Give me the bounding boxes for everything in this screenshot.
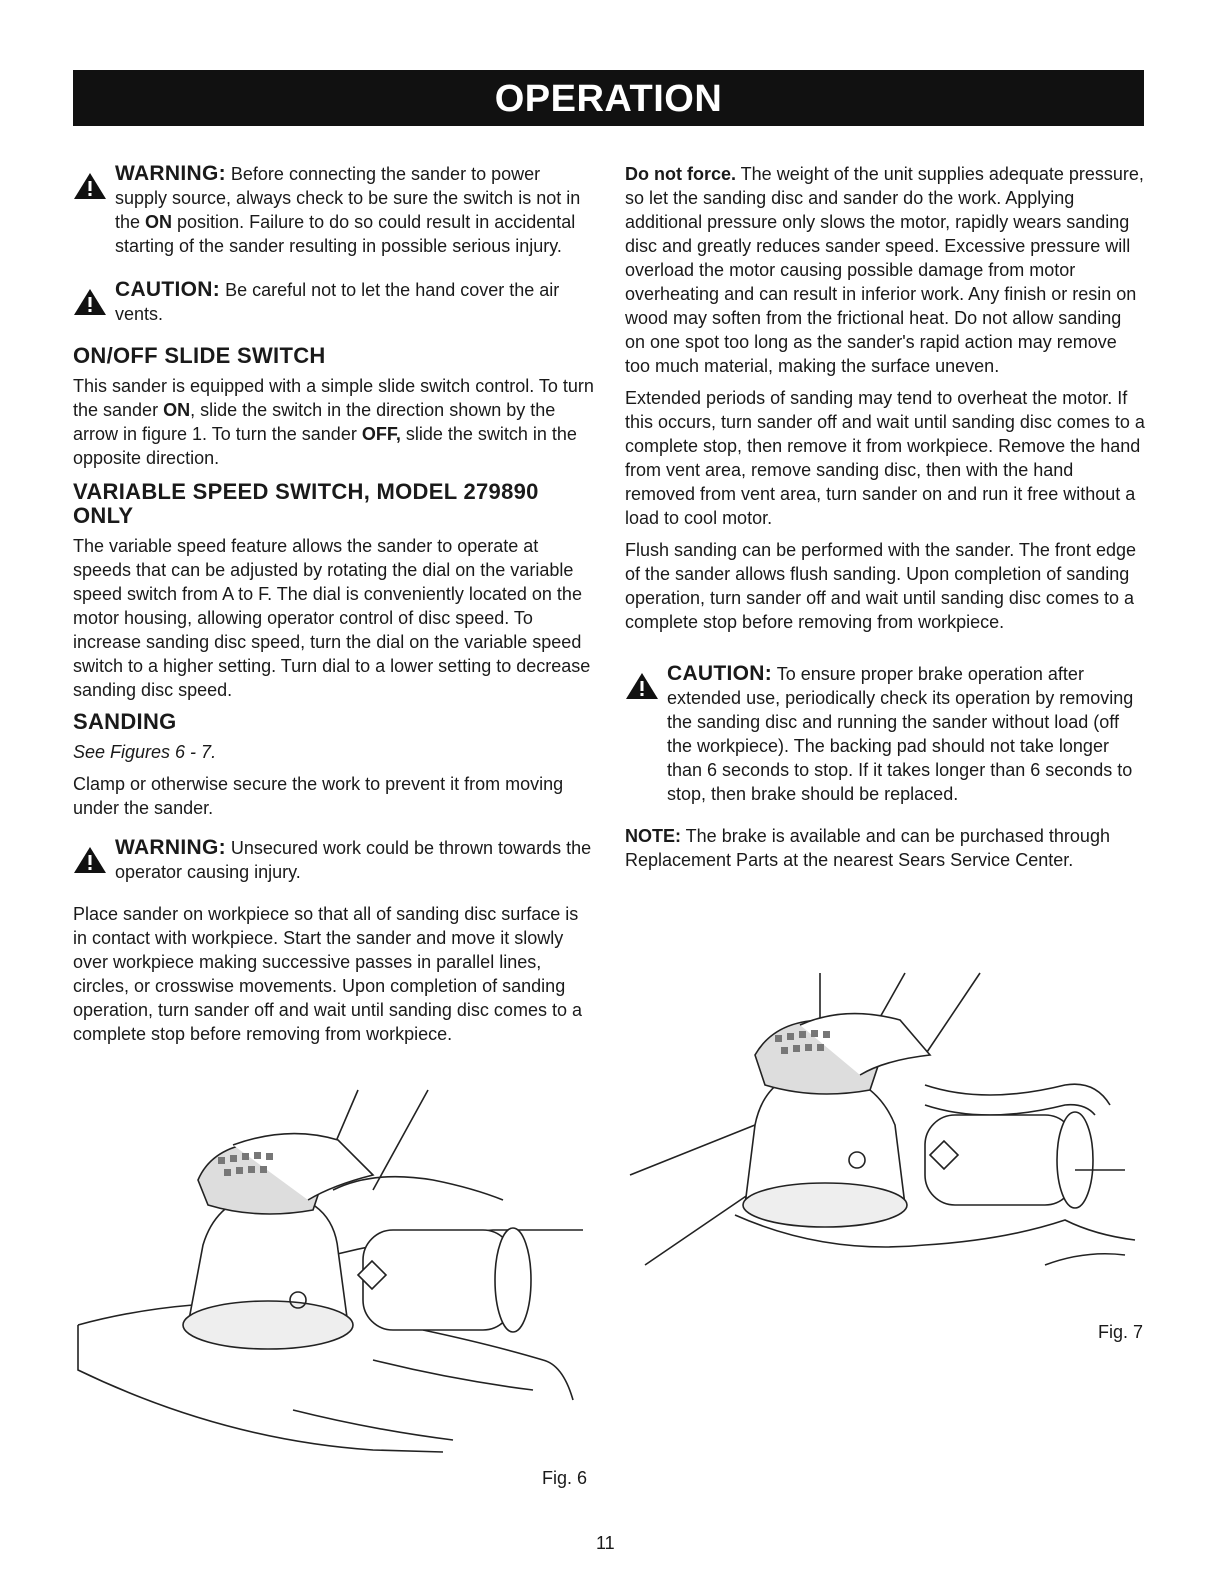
see-figures: See Figures 6 - 7. — [73, 742, 217, 762]
onoff-text-3: slide the switch in the opposite direction. — [73, 424, 577, 468]
do-not-force-text: The weight of the unit supplies adequate pressure, so let the sanding disc and sander do the work. Applying additional pressure only slows the motor, rapidly wears sanding disc and greatly reduces sander speed. Excessive pressure will overload the motor causing possible damage from motor overheating and can result in inferior work. Any finish or resin on wood may soften from the frictional heat. Do not allow sanding on one spot too long as the sander's rapid action may remove too much material, making the surface uneven. — [625, 164, 1144, 376]
figure-7-sander-illustration — [625, 965, 1145, 1295]
warning-label: WARNING: — [115, 836, 226, 859]
note-paragraph — [625, 824, 1145, 872]
warning-unsecured — [73, 836, 595, 884]
note-text: The brake is available and can be purchased through Replacement Parts at the nearest Sears Service Center. — [625, 826, 1110, 870]
caution-text: Be careful not to let the hand cover the air vents. — [115, 280, 560, 324]
place-sander-paragraph: Place sander on workpiece so that all of sanding disc surface is in contact with workpiece. Start the sander and move it slowly over workpiece making successive passes in parallel lines, circles, or crosswise movements. Upon completion of sanding operation, turn sander off and wait until sanding disc comes to a complete stop before removing from workpiece. — [73, 904, 582, 1044]
left-column — [73, 162, 595, 1054]
figure-6-label: Fig. 6 — [542, 1468, 588, 1488]
section-heading-onoff: ON/OFF SLIDE SWITCH — [73, 343, 326, 368]
caution-label: CAUTION: — [115, 278, 221, 301]
warning-triangle-icon — [73, 288, 107, 316]
right-column — [625, 162, 1145, 880]
caution-air-vents — [73, 278, 595, 326]
warning-triangle-icon — [73, 172, 107, 200]
figure-7-label: Fig. 7 — [1098, 1322, 1144, 1342]
do-not-force-paragraph — [625, 162, 1145, 378]
caution-text: To ensure proper brake operation after extended use, periodically check its operation by removing the sanding disc and running the sander without load (off the workpiece). The backing pad should not take longer than 6 seconds to stop. If it takes longer than 6 seconds to stop, then brake should be replaced. — [667, 664, 1134, 804]
figure-6-sander-illustration — [73, 1080, 593, 1460]
page-title: OPERATION — [73, 70, 1144, 126]
warning-text: Before connecting the sander to power supply source, always check to be sure the switch is not in the — [115, 164, 581, 232]
warning-triangle-icon — [625, 672, 659, 700]
onoff-bold-off: OFF, — [361, 424, 401, 444]
warning-label: WARNING: — [115, 162, 226, 185]
clamp-paragraph: Clamp or otherwise secure the work to prevent it from moving under the sander. — [73, 774, 564, 818]
warning-text-cont: position. Failure to do so could result in accidental starting of the sander resulting in possible serious injury. — [115, 212, 576, 256]
note-lead: NOTE: — [625, 826, 681, 846]
section-heading-variable-speed: VARIABLE SPEED SWITCH, MODEL 279890 ONLY — [73, 479, 539, 528]
onoff-text-2: , slide the switch in the direction shown by the arrow in figure 1. To turn the sander — [73, 400, 556, 444]
onoff-paragraph — [73, 374, 595, 470]
flush-paragraph: Flush sanding can be performed with the sander. The front edge of the sander allows flush sanding. Upon completion of sanding operation, turn sander off and wait until sanding disc comes to a complete stop before removing from workpiece. — [625, 540, 1136, 632]
onoff-bold-on: ON — [163, 400, 191, 420]
page-number: 11 — [596, 1533, 615, 1553]
extended-paragraph: Extended periods of sanding may tend to overheat the motor. If this occurs, turn sander off and wait until sanding disc comes to a complete stop, then remove it from workpiece. Remove the hand from vent area, remove sanding disc, then with the hand removed from vent area, turn sander on and run it free without a load to cool motor. — [625, 388, 1145, 528]
section-heading-sanding: SANDING — [73, 709, 177, 734]
warning-power — [73, 162, 595, 258]
caution-brake — [625, 662, 1145, 806]
warning-bold-on: ON — [145, 212, 173, 232]
caution-label: CAUTION: — [667, 662, 773, 685]
warning-text: Unsecured work could be thrown towards the operator causing injury. — [115, 838, 592, 882]
onoff-text-1: This sander is equipped with a simple slide switch control. To turn the sander — [73, 376, 594, 420]
do-not-force-lead: Do not force. — [625, 164, 736, 184]
warning-triangle-icon — [73, 846, 107, 874]
variable-speed-paragraph: The variable speed feature allows the sander to operate at speeds that can be adjusted by rotating the dial on the variable speed switch from A to F. The dial is conveniently located on the motor housing, allowing operator control of disc speed. To increase sanding disc speed, turn the dial on the variable speed switch to a higher setting. Turn dial to a lower setting to decrease sanding disc speed. — [73, 536, 591, 700]
